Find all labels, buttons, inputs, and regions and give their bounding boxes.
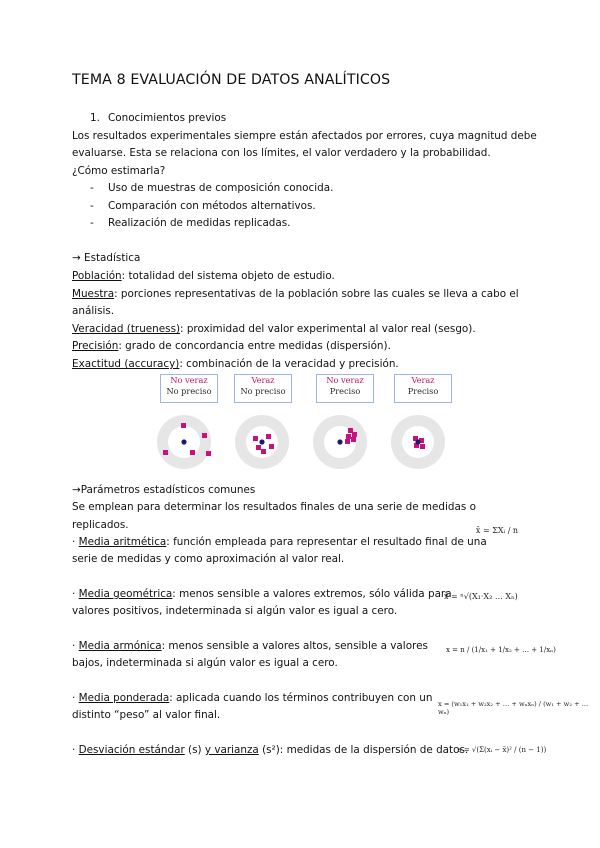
term: Desviación estándar [78, 744, 185, 756]
definition-muestra [72, 286, 519, 304]
list-item: Realización de medidas replicadas. [108, 217, 291, 229]
definition-veracidad [72, 321, 476, 339]
intro-line: evaluarse. Esta se relaciona con los límites, el valor verdadero y la probabilidad. [72, 147, 491, 159]
target-label: Veraz Preciso [394, 374, 452, 403]
param-media-ponderada: · Media ponderada: aplicada cuando los términos contribuyen con un [72, 692, 433, 704]
param-line: serie de medidas y como aproximación al valor real. [72, 553, 345, 565]
term: Media geométrica [78, 588, 173, 600]
section-number: 1. [90, 112, 100, 124]
definition-poblacion [72, 268, 335, 286]
formula-media-armonica: x = n / (1/x₁ + 1/x₂ + … + 1/xₙ) [446, 646, 556, 654]
formula-desviacion: s = √(Σ(xᵢ − x̄)² / (n − 1)) [458, 746, 547, 754]
term: Muestra [72, 288, 115, 300]
target-label: No veraz Preciso [316, 374, 374, 403]
param-line: bajos, indeterminada si algún valor es igual a cero. [72, 657, 338, 669]
param-media-armonica: · Media armónica: menos sensible a valores altos, sensible a valores [72, 640, 428, 652]
definition-exactitud [72, 356, 399, 374]
parametros-heading: →Parámetros estadísticos comunes [72, 484, 256, 496]
intro-line: ¿Cómo estimarla? [72, 165, 166, 177]
estadistica-heading: → Estadística [72, 252, 141, 264]
target-icon [391, 415, 445, 469]
term: Veracidad (trueness) [72, 323, 181, 335]
formula-media-geometrica: x̄ = ⁿ√(X₁·X₂ … Xₙ) [444, 592, 518, 601]
list-item: Comparación con métodos alternativos. [108, 200, 316, 212]
term: y varianza [204, 744, 259, 756]
target-label: No veraz No preciso [160, 374, 218, 403]
target-diagrams [150, 404, 450, 484]
definition-continuation: análisis. [72, 305, 115, 317]
parametros-intro: Se emplean para determinar los resultados finales de una serie de medidas o [72, 501, 476, 513]
accuracy-precision-figure [150, 374, 450, 474]
target-icon [235, 415, 289, 469]
term: Exactitud (accuracy) [72, 358, 180, 370]
definition-text: : proximidad del valor experimental al valor real (sesgo). [180, 323, 476, 335]
bullet-mark: - [90, 200, 94, 212]
target-label: Veraz No preciso [234, 374, 292, 403]
definition-precision [72, 338, 391, 356]
param-line: valores positivos, indeterminada si algún valor es igual a cero. [72, 605, 398, 617]
term: Media ponderada [78, 692, 170, 704]
term: Población [72, 270, 122, 282]
param-media-aritmetica: · Media aritmética: función empleada para representar el resultado final de una [72, 536, 487, 548]
definition-text: : combinación de la veracidad y precisión. [179, 358, 399, 370]
definition-text: : grado de concordancia entre medidas (dispersión). [118, 340, 391, 352]
page-title: TEMA 8 EVALUACIÓN DE DATOS ANALÍTICOS [72, 72, 391, 88]
term: Media aritmética [78, 536, 167, 548]
param-line: distinto “peso” al valor final. [72, 709, 221, 721]
list-item: Uso de muestras de composición conocida. [108, 182, 334, 194]
bullet-mark: - [90, 217, 94, 229]
term: Precisión [72, 340, 119, 352]
parametros-intro: replicados. [72, 519, 129, 531]
param-desviacion: · Desviación estándar (s) y varianza (s²): medidas de la dispersión de datos. [72, 744, 469, 756]
formula-media-aritmetica: x̄ = ΣXᵢ / n [475, 526, 519, 535]
section-heading: Conocimientos previos [108, 112, 227, 124]
intro-line: Los resultados experimentales siempre están afectados por errores, cuya magnitud debe [72, 130, 537, 142]
formula-media-ponderada: x = (w₁x₁ + w₂x₂ + … + wₙxₙ) / (w₁ + w₂ + … wₙ) [438, 700, 589, 716]
param-media-geometrica: · Media geométrica: menos sensible a valores extremos, sólo válida para [72, 588, 452, 600]
definition-text: : totalidad del sistema objeto de estudio. [121, 270, 335, 282]
definition-text: : porciones representativas de la población sobre las cuales se lleva a cabo el [114, 288, 519, 300]
target-icon [313, 415, 367, 469]
bullet-mark: - [90, 182, 94, 194]
term: Media armónica [78, 640, 162, 652]
target-icon [157, 415, 211, 469]
